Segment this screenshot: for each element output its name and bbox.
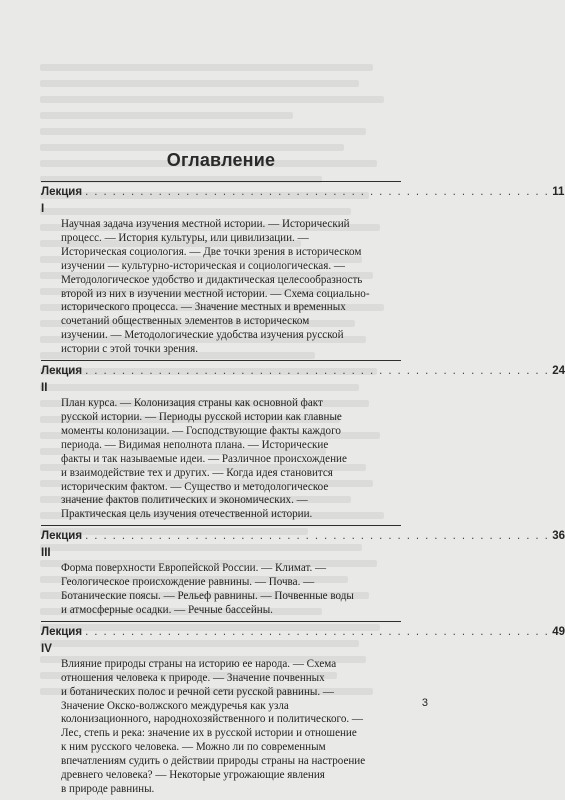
lecture-summary — [41, 658, 401, 800]
lecture-heading[interactable] — [41, 526, 565, 562]
lecture-summary — [41, 562, 401, 621]
lecture-page-number: 11 — [552, 186, 565, 198]
lecture-label: Лекция IV — [41, 625, 83, 655]
summary-line: историческим фактом. — Существо и методологическое — [61, 480, 329, 493]
summary-line: русской истории. — Периоды русской истории как главные — [61, 410, 342, 423]
summary-line: периода. — Видимая неполнота плана. — Исторические — [61, 438, 329, 451]
summary-line: древнего человека? — Некоторые угрожающие явления — [61, 769, 325, 782]
lecture-page-number: 49 — [552, 625, 565, 638]
lecture-label: Лекция II — [41, 365, 83, 395]
summary-line: Геологическое происхождение равнины. — Почва. — — [61, 576, 315, 589]
summary-line: План курса. — Колонизация страны как основной факт — [61, 397, 323, 410]
page-title: Оглавление — [166, 150, 276, 170]
summary-line: отношения человека к природе. — Значение почвенных — [61, 671, 325, 684]
summary-line: Влияние природы страны на историю ее народа. — Схема — [61, 657, 337, 670]
lecture-page-number: 24 — [552, 365, 565, 378]
summary-line: и атмосферные осадки. — Речные бассейны. — [61, 603, 273, 616]
summary-line: истории с этой точки зрения. — [61, 343, 198, 356]
summary-line: в природе равнины. — [61, 783, 155, 795]
summary-line: Лес, степь и река: значение их в русской истории и отношение — [61, 727, 357, 740]
lecture-entry-3 — [41, 525, 565, 621]
summary-line: Значение Окско-волжского междуречья как узла — [61, 699, 289, 712]
summary-line: и взаимодействие тех и других. — Когда идея становится — [61, 466, 333, 479]
leader-dots: . . . . . . . . . . . . . . . . . . . . . . . . . . . . . . . . . . . . . . . . . . . . . . . . . . . — [85, 625, 550, 638]
summary-line: Историческая социология. — Две точки зрения в историческом — [61, 245, 362, 258]
summary-line: впечатлениям судить о действии природы страны на настроение — [61, 755, 366, 768]
lecture-entry-2 — [41, 360, 565, 525]
summary-line: и ботанических полос и речной сети русской равнины. — — [61, 685, 334, 698]
summary-line: исторического процесса. — Значение местных и временных — [61, 301, 346, 314]
summary-line: Научная задача изучения местной истории. — Исторический — [61, 218, 350, 230]
page-number: 3 — [421, 697, 428, 709]
lecture-entry-1 — [41, 181, 565, 360]
summary-line: значение фактов политических и экономических. — — [61, 494, 308, 507]
leader-dots: . . . . . . . . . . . . . . . . . . . . . . . . . . . . . . . . . . . . . . . . . . . . . . . . . . . — [85, 530, 550, 543]
summary-line: процесс. — История культуры, или цивилизации. — — [61, 231, 309, 244]
lecture-summary — [41, 218, 401, 360]
summary-line: факты и так называемые идеи. — Различное происхождение — [61, 452, 347, 465]
summary-line: колонизационного, народнохозяйственного и политического. — — [61, 713, 364, 726]
summary-line: Практическая цель изучения отечественной истории. — [61, 508, 313, 521]
summary-line: к ним русского человека. — Можно ли по современным — [61, 741, 326, 754]
summary-line: моменты колонизации. — Господствующие факты каждого — [61, 424, 341, 437]
lecture-label: Лекция III — [41, 530, 83, 560]
summary-line: Форма поверхности Европейской России. — Климат. — — [61, 562, 327, 575]
summary-line: Ботанические поясы. — Рельеф равнины. — Почвенные воды — [61, 590, 354, 603]
lecture-label: Лекция I — [41, 186, 83, 215]
summary-line: сочетаний общественных элементов в историческом — [61, 315, 310, 328]
lecture-heading[interactable] — [41, 361, 565, 397]
summary-line: Методологическое удобство и дидактическая целесообразность — [61, 273, 363, 286]
lecture-entry-4 — [41, 621, 565, 800]
summary-line: изучении — культурно-историческая и социологическая. — — [61, 259, 345, 272]
table-of-contents — [41, 181, 565, 800]
lecture-page-number: 36 — [552, 530, 565, 543]
leader-dots: . . . . . . . . . . . . . . . . . . . . . . . . . . . . . . . . . . . . . . . . . . . . . . . . . . . — [85, 365, 550, 378]
lecture-summary — [41, 397, 401, 525]
summary-line: второй из них в изучении местной истории. — Схема социально- — [61, 287, 370, 300]
lecture-heading[interactable] — [41, 622, 565, 658]
leader-dots: . . . . . . . . . . . . . . . . . . . . . . . . . . . . . . . . . . . . . . . . . . . . . . . . . . . — [85, 186, 550, 198]
summary-line: изучении. — Методологические удобства изучения русской — [61, 329, 344, 342]
lecture-heading[interactable] — [41, 182, 565, 218]
